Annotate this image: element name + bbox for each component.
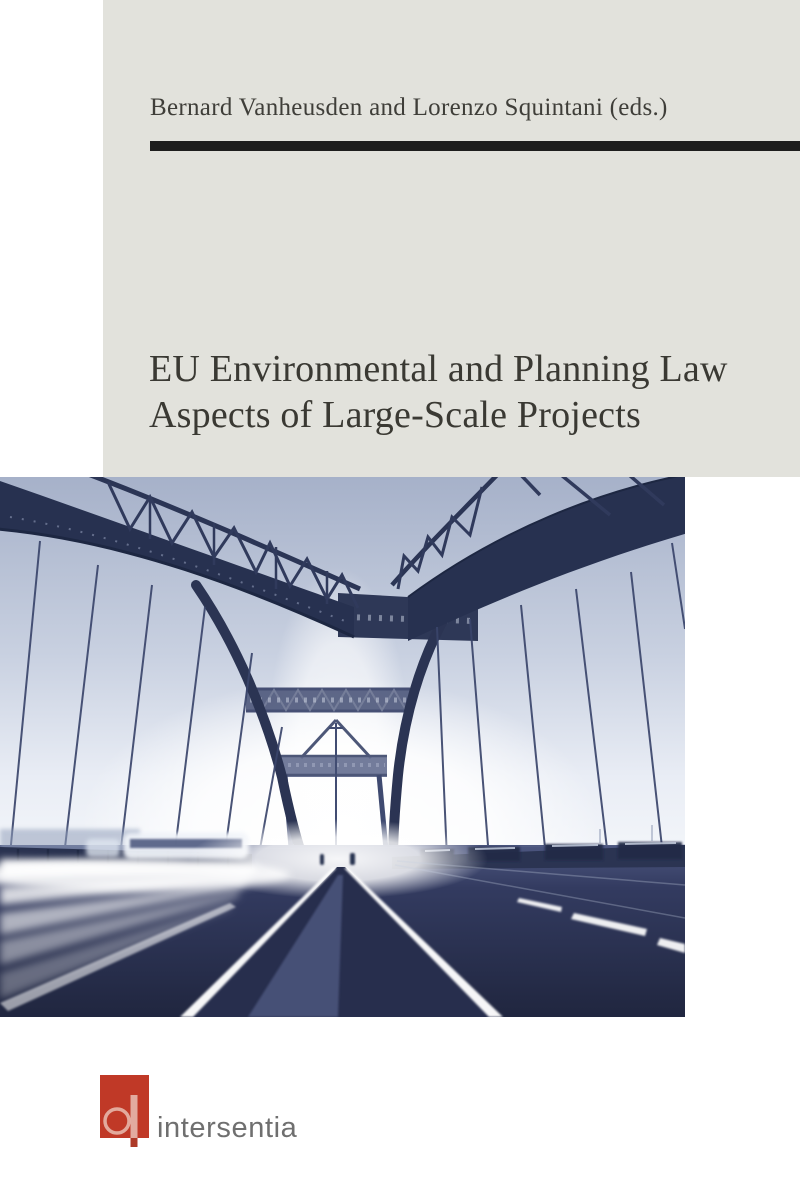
editors-line: Bernard Vanheusden and Lorenzo Squintani (eds.) — [150, 94, 668, 121]
distant-truss-upper — [246, 688, 410, 712]
publisher-logo — [100, 1075, 149, 1149]
book-title-line2: Aspects of Large-Scale Projects — [149, 394, 641, 436]
book-title — [149, 346, 728, 438]
publisher-name: intersentia — [157, 1112, 298, 1144]
bridge-photo — [0, 477, 685, 1017]
logo-mark-bar — [131, 1095, 138, 1138]
logo-mark-bar-tail — [131, 1138, 138, 1147]
title-rule — [150, 141, 800, 151]
book-title-line1: EU Environmental and Planning Law — [149, 348, 728, 390]
